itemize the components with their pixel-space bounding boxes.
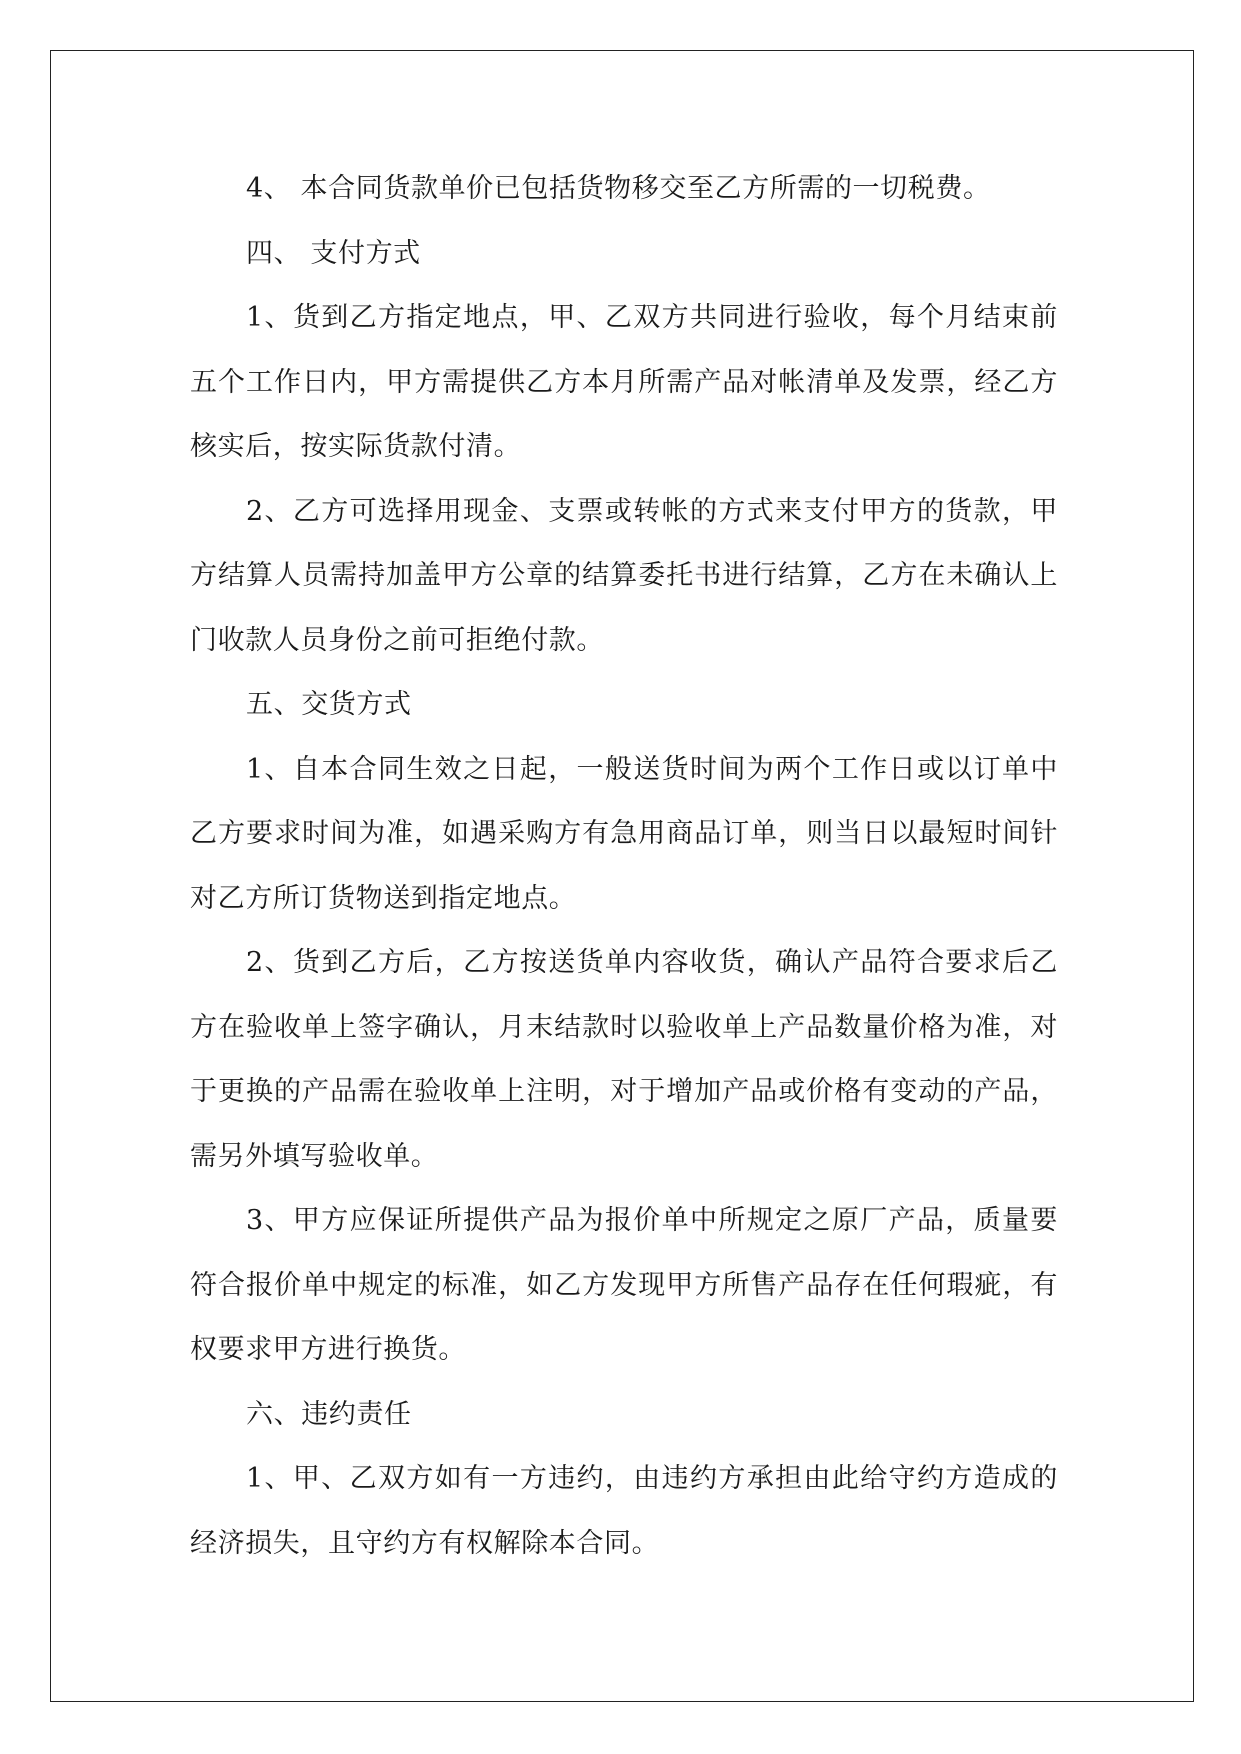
clause-4-1: 1、货到乙方指定地点，甲、乙双方共同进行验收，每个月结束前五个工作日内，甲方需提供乙方本月所需产品对帐清单及发票，经乙方核实后，按实际货款付清。: [190, 302, 1058, 462]
clause-5-1: 1、自本合同生效之日起，一般送货时间为两个工作日或以订单中乙方要求时间为准，如遇采购方有急用商品订单，则当日以最短时间针对乙方所订货物送到指定地点。: [190, 753, 1058, 914]
clause-4-2: 2、乙方可选择用现金、支票或转帐的方式来支付甲方的货款，甲方结算人员需持加盖甲方公章的结算委托书进行结算，乙方在未确认上门收款人员身份之前可拒绝付款。: [190, 495, 1058, 656]
clause-6-1: 1、甲、乙双方如有一方违约，由违约方承担由此给守约方造成的经济损失，且守约方有权解除本合同。: [190, 1463, 1058, 1559]
section-heading-payment-method: 四、 支付方式: [246, 237, 421, 269]
clause-3-4: 4、 本合同货款单价已包括货物移交至乙方所需的一切税费。: [246, 173, 991, 204]
section-heading-breach-liability: 六、违约责任: [246, 1398, 412, 1430]
document-body: [190, 157, 1058, 1576]
clause-5-2: 2、货到乙方后，乙方按送货单内容收货，确认产品符合要求后乙方在验收单上签字确认，月末结款时以验收单上产品数量价格为准，对于更换的产品需在验收单上注明，对于增加产品或价格有变动的产品，需另外填写验收单。: [190, 947, 1058, 1172]
section-heading-delivery-method: 五、交货方式: [246, 689, 412, 720]
clause-5-3: 3、甲方应保证所提供产品为报价单中所规定之原厂产品，质量要符合报价单中规定的标准，如乙方发现甲方所售产品存在任何瑕疵，有权要求甲方进行换货。: [190, 1205, 1058, 1365]
